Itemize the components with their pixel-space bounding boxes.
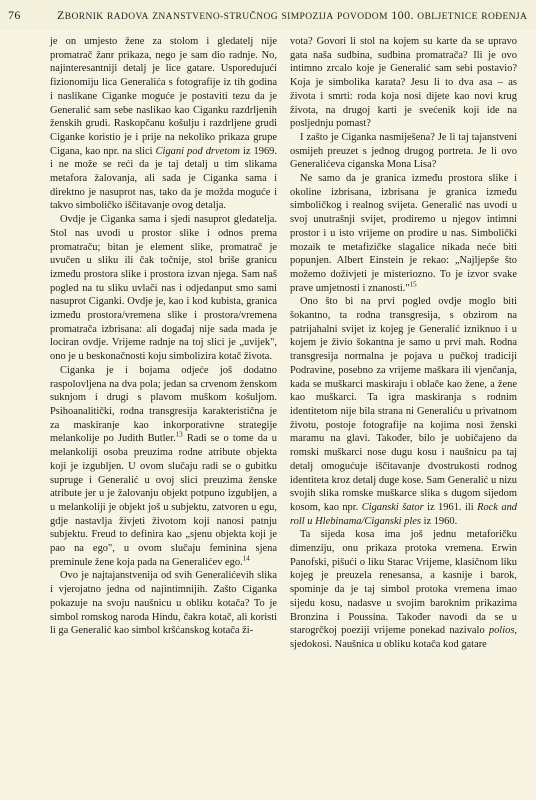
paragraph-text: iz 1961. ili bbox=[423, 501, 478, 513]
page-header bbox=[0, 0, 536, 30]
paragraph-text: I zašto je Ciganka nasmiješena? Je li taj tajanstveni osmijeh preuzet s jednog drugog portreta. Je li ovo Generalićeva ciganska Mona Lisa? bbox=[290, 131, 517, 171]
paragraph-text: Ne samo da je granica između prostora slike i okoline izbrisana, izbrisana je granica između simboličkog i realnog svijeta. Generalić nas uvodi u svoj unutrašnji svijet, prodiremo u njegov intimni prostor i u isto vrijeme on prodire u nas. Simbolički mozaik te metafizičke slagalice nikada neće biti popunjen. Albert Einstein je rekao: „Najljepše što možemo doživjeti je misteriozno. To je izvor svake prave umjetnosti i znanosti." bbox=[290, 173, 517, 294]
paragraph-text: Ta sijeda kosa ima još jednu metaforičku dimenziju, onu prikaza protoka vremena. Erwin Panofski, pišući o liku Starac Vrijeme, klasičnom liku kojeg je preuzela renesansa, a kasnije i barok, spominje da je taj simbol protoka vremena imao sijedu kosu, nadasve u svojim baroknim prikazima Bronzina i Poussina. Također navodi da se u starogrčkoj poeziji vrijeme ponekad nazivalo bbox=[290, 529, 517, 637]
paragraph-text: Ovdje je Ciganka sama i sjedi nasuprot gledatelja. Stol nas uvodi u prostor slike i odnos prema promatraču; bitan je element slike, promatrač je uvučen u sliku ili čak točnije, stol briše granicu između prostora slike i prostora izvan njega. Sam naš pogled na tu sliku uvlači nas i odjedanput smo sami nasuprot Ciganki. Ovdje je, kao i kod kubista, granica između prostora/vremena slike i prostora/vremena promatrača izbrisana: ali događaj nije sada mada je lociran ovdje. Vrijeme radnje na toj slici je „uvijek", ono je u beskonačnosti koju simbolizira kotač života. bbox=[50, 214, 277, 363]
paragraph-text: iz 1960. bbox=[420, 515, 458, 527]
paragraph-text: je on umjesto žene za stolom i gledatelj nije promatrač žanr prikaza, nego je sam dio radnje. No, najinteresantniji detalj je lice gatare. Usporedujući fizionomiju lica Generalića s fotografije iz tih godina i naslikane Ciganke moguće je postaviti tezu da je Generalić sam sebe naslikao kao Ciganku razdrljenih ženskih grudi. Raskopčanu košulju i razdrljene grudi Ciganke koristio je i prije na nekoliko prikaza grupe Cigana, kao npr. na slici bbox=[50, 36, 277, 157]
italic-title: polios bbox=[488, 625, 515, 637]
paragraph-text: Radi se o tome da u melankoliji osoba preuzima rodne atribute objekta koji je izgubljen. U ovom slučaju radi se o gubitku supruge i Generalić u ovoj slici preuzima ženske atribute jer u je žalovanju objekt potpuno izgubljen, a u melankoliji je objekt još u subjektu, zatvoren u egu, gdje nastavlja živjeti životom koji nanosi patnju subjektu. Freud to definira kao „sjenu objekta koji je pao na ego", u ovom slučaju feminina sjena preminule žene koja pada na Generalićev ego. bbox=[50, 433, 277, 568]
paragraph-text: Ovo je najtajanstvenija od svih Generalićevih slika i vjerojatno jedna od najintimnijih. Zašto Ciganka pokazuje na svoju naušnicu u obliku kotača? To je simbol romskog naroda Hindu, čakra kotač, ali koristi li ga Generalić kao simbol kršćanskog kotača ži- bbox=[50, 570, 277, 637]
paragraph bbox=[290, 172, 517, 295]
paragraph bbox=[290, 295, 517, 528]
page-number: 76 bbox=[8, 8, 21, 22]
footnote-ref: 13 bbox=[175, 430, 183, 439]
paragraph bbox=[290, 131, 517, 172]
paragraph-text: Ciganka je i bojama odjeće još dodatno raspolovljena na dva pola; jedan sa crvenom ženskom suknjom i drugi s plavom muškom košuljom. Psihoanalitički, rodna transgresija karakteristična je za maskiranje kao inkorporativne strategije melankolije po Judith Butler. bbox=[50, 364, 277, 445]
paragraph bbox=[290, 35, 517, 131]
italic-title: Rock and roll u Hlebinama/Ciganski ples bbox=[290, 501, 518, 527]
paragraph-text: , sjedokosi. Naušnica u obliku kotača kod gatare bbox=[290, 625, 517, 650]
paragraph-text: iz 1969. i ne može se reći da je taj detalj u tim slikama metafora žalovanja, ali sada je Ciganka sama i direktno je nasuprot nas, tako da je možda moguće i takvo simboličko iščitavanje ovog detalja. bbox=[50, 145, 277, 212]
paragraph-text: vota? Govori li stol na kojem su karte da se upravo gata naša sudbina, sudbina promatrača? Ili je ovo intimno zrcalo koje je Generalić sam sebi postavio? Koja je simbolika karata? Jesu li to dva asa – as života i smrti: roda koja nosi dijete kao novi krug života, na drugoj karti je svećenik koji ide na posljednju pomast? bbox=[290, 36, 517, 130]
footnote-ref: 15 bbox=[409, 280, 417, 289]
running-title: ZBORNIK RADOVA ZNANSTVENO-STRUČNOG SIMPOZIJA POVODOM 100. OBLJETNICE ROĐENJA bbox=[57, 8, 528, 22]
paragraph bbox=[50, 213, 277, 364]
paragraph bbox=[50, 364, 277, 570]
italic-title: Ciganski šator bbox=[361, 501, 424, 513]
paragraph-text: Ono što bi na prvi pogled ovdje moglo biti šokantno, ta rodna transgresija, s obzirom na patrijahalni svijet iz kojeg je Generalić izniknuo i u kojem je živio šokantna je samo u prvi mah. Rodna transgresija normalna je pojava u pučkoj tradiciji Podravine, posebno za vrijeme maškara ili vjenčanja, kada se muškarci maskiraju i oblače kao žene, a žene kao muškarci. Ta igra maskiranja s rodnim identitetom nije bila strana ni Generaliću u privatnom životu, postoje fotografije na kojima nosi ženski maramu na glavi. Također, bilo je uobičajeno da romski muškarci nose dugu kosu i naušnicu pa taj detalj omogućuje iščitavanje dvostrukosti rodnog identiteta kroz detalj duge kose. Sam Generalić u nizu svojih slika romske muškarce slika s dugom sijedom kosom, kao npr. bbox=[290, 296, 517, 513]
left-text-column bbox=[50, 35, 277, 638]
italic-title: Cigani pod drvetom bbox=[155, 145, 240, 157]
paragraph bbox=[50, 35, 277, 213]
paragraph bbox=[50, 569, 277, 638]
footnote-ref: 14 bbox=[242, 554, 250, 563]
paragraph bbox=[290, 528, 517, 651]
right-text-column bbox=[290, 35, 517, 652]
